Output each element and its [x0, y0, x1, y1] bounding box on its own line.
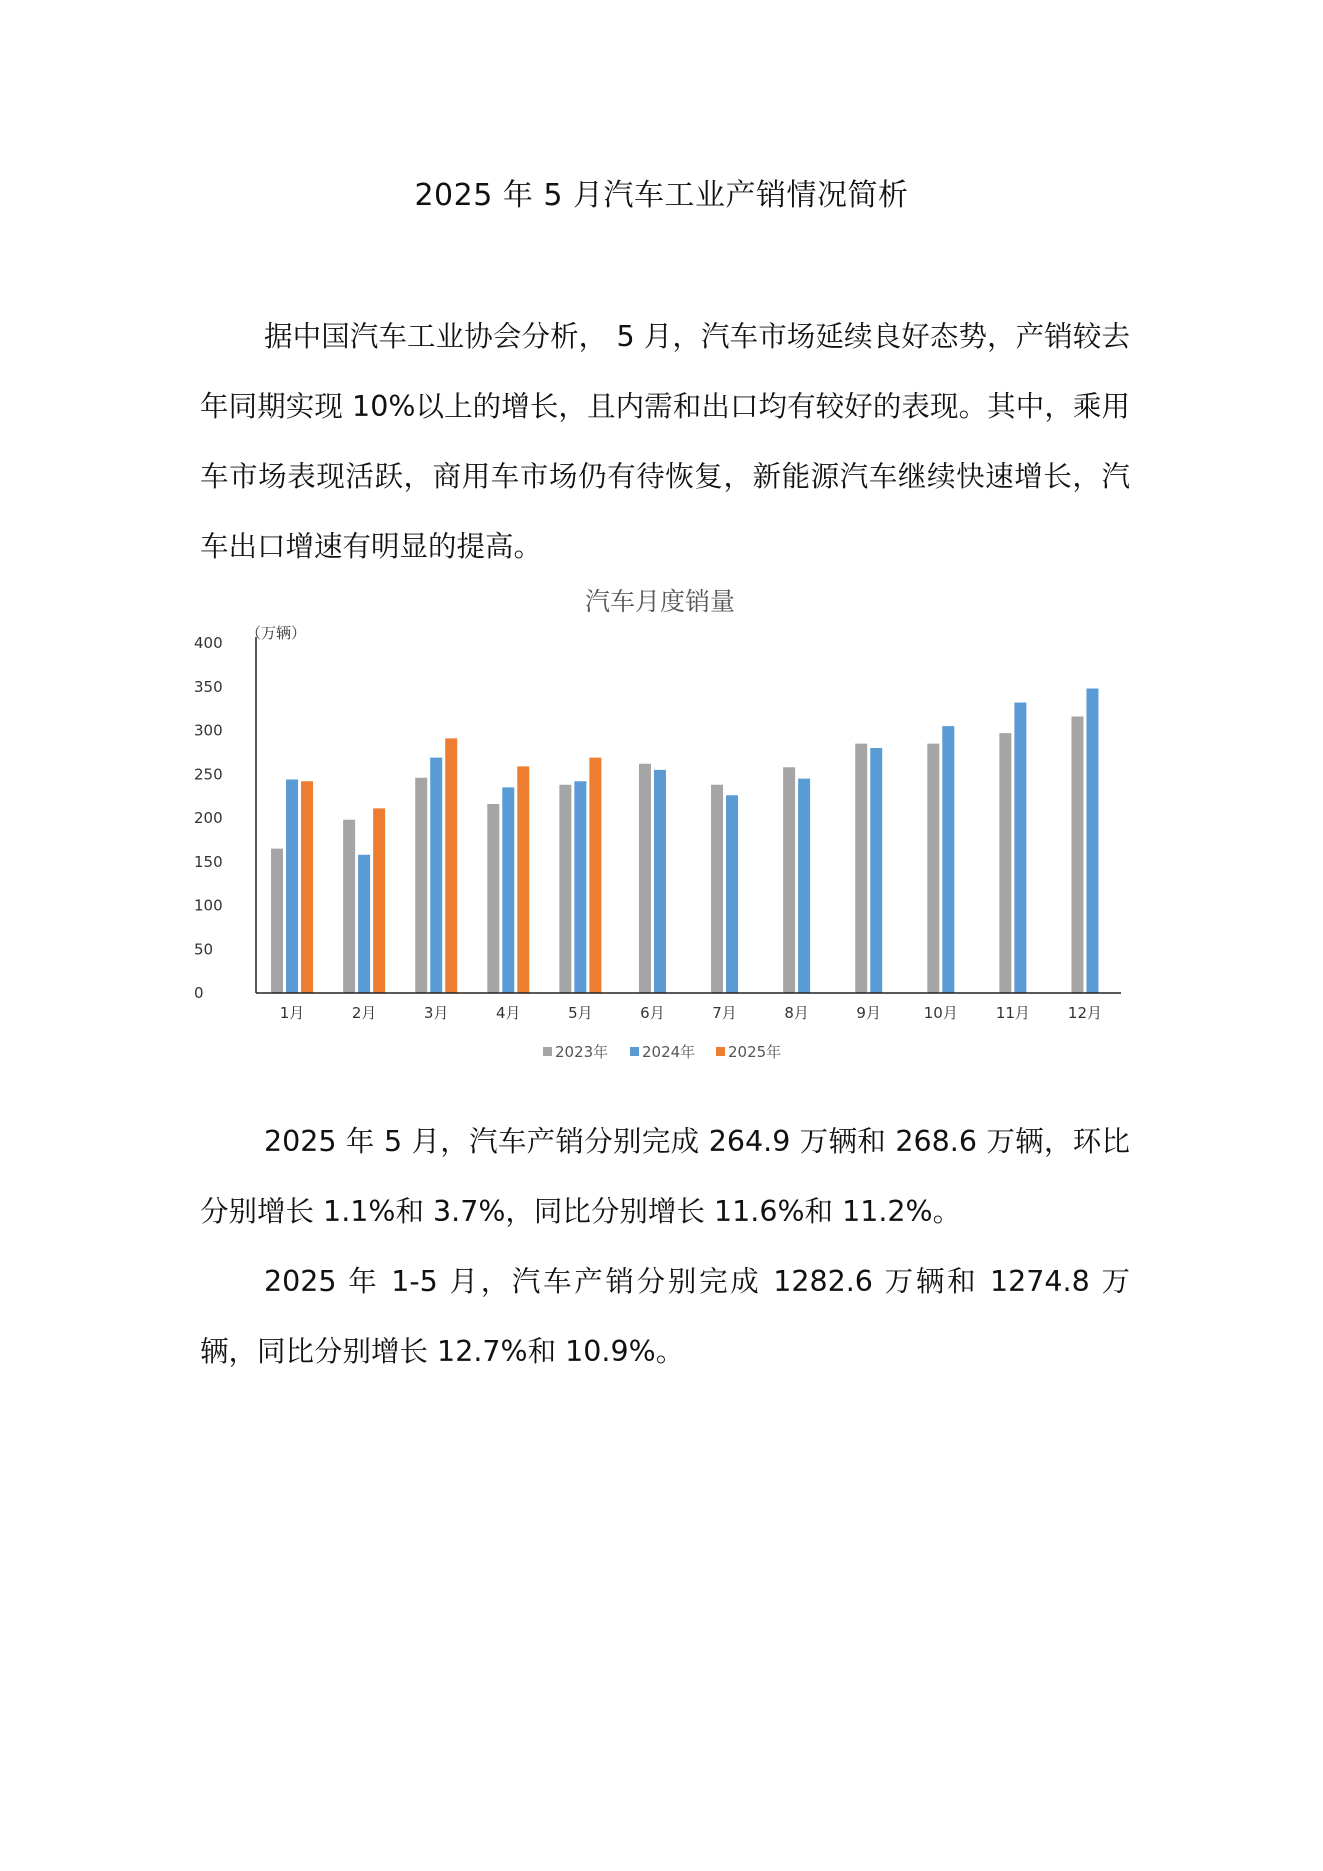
y-tick-label: 200: [194, 809, 223, 827]
x-tick-label: 2月: [351, 1004, 377, 1022]
x-tick-label: 4月: [496, 1004, 521, 1022]
document-title: 2025 年 5 月汽车工业产销情况简析: [414, 178, 909, 213]
legend-swatch-2023年: [543, 1047, 552, 1056]
bar-2025年-1月: [301, 781, 313, 993]
chart-legend: [543, 1043, 781, 1061]
legend-label: 2024年: [642, 1043, 696, 1061]
bar-2024年-12月: [1086, 689, 1098, 994]
y-tick-label: 300: [194, 721, 223, 740]
bar-2024年-3月: [430, 758, 442, 993]
bar-2024年-5月: [574, 781, 586, 993]
chart-svg: [190, 580, 1130, 1070]
y-axis-unit-label: （万辆）: [246, 624, 307, 642]
legend-label: 2023年: [555, 1043, 609, 1061]
bar-2023年-12月: [1071, 717, 1083, 994]
y-tick-label: 150: [194, 852, 223, 871]
y-tick-label: 250: [194, 765, 223, 784]
bar-2023年-6月: [639, 764, 651, 993]
bar-2025年-5月: [589, 758, 601, 993]
bar-2023年-9月: [855, 744, 867, 993]
paragraph-overview: 据中国汽车工业协会分析， 5 月，汽车市场延续良好态势，产销较去年同期实现 10%以上的增长，且内需和出口均有较好的表现。其中，乘用车市场表现活跃，商用车市场仍有待恢复，新能源汽车继续快速增长，汽车出口增速有明显的提高。: [200, 320, 1130, 563]
legend-swatch-2025年: [716, 1047, 725, 1056]
bar-2023年-7月: [711, 785, 723, 993]
x-tick-label: 1月: [279, 1004, 305, 1022]
bar-2025年-2月: [373, 808, 385, 993]
x-tick-label: 6月: [640, 1004, 665, 1022]
bar-2023年-2月: [343, 820, 355, 993]
bar-2024年-7月: [726, 795, 738, 993]
bar-2023年-3月: [415, 778, 427, 993]
legend-swatch-2024年: [630, 1047, 639, 1056]
x-tick-label: 5月: [568, 1004, 593, 1022]
x-tick-label: 3月: [423, 1004, 449, 1022]
chart-title: 汽车月度销量: [584, 587, 736, 616]
bar-2023年-4月: [487, 804, 499, 993]
y-tick-label: 100: [194, 896, 223, 915]
bar-2024年-2月: [358, 855, 370, 993]
bar-2025年-3月: [445, 738, 457, 993]
legend-label: 2025年: [728, 1043, 782, 1061]
bar-2024年-8月: [798, 779, 810, 993]
bar-2023年-10月: [927, 744, 939, 993]
y-tick-label: 350: [194, 677, 223, 696]
bar-2023年-8月: [783, 767, 795, 993]
bar-2023年-5月: [559, 785, 571, 993]
bar-2025年-4月: [517, 766, 529, 993]
bar-2023年-1月: [271, 849, 283, 993]
y-tick-label: 400: [194, 634, 223, 652]
x-tick-label: 8月: [784, 1004, 809, 1022]
bar-2024年-1月: [286, 780, 298, 994]
bar-2024年-4月: [502, 787, 514, 993]
bar-2024年-11月: [1014, 703, 1026, 994]
monthly-sales-chart: [190, 580, 1130, 1070]
bar-2024年-6月: [654, 770, 666, 993]
bar-2024年-10月: [942, 726, 954, 993]
x-tick-label: 7月: [712, 1004, 737, 1022]
x-tick-label: 11月: [995, 1004, 1030, 1022]
x-tick-label: 9月: [856, 1004, 881, 1022]
y-tick-label: 50: [194, 940, 214, 959]
bar-2024年-9月: [870, 748, 882, 993]
paragraph-may-results: 2025 年 5 月，汽车产销分别完成 264.9 万辆和 268.6 万辆，环比分别增长 1.1%和 3.7%，同比分别增长 11.6%和 11.2%。: [200, 1125, 1130, 1228]
paragraph-jan-may-results: 2025 年 1-5 月，汽车产销分别完成 1282.6 万辆和 1274.8 万辆，同比分别增长 12.7%和 10.9%。: [200, 1265, 1130, 1368]
bar-2023年-11月: [999, 733, 1011, 993]
y-tick-label: 0: [194, 984, 204, 1002]
bars-layer: [271, 689, 1098, 994]
x-tick-label: 12月: [1067, 1004, 1103, 1022]
x-tick-label: 10月: [923, 1004, 958, 1022]
